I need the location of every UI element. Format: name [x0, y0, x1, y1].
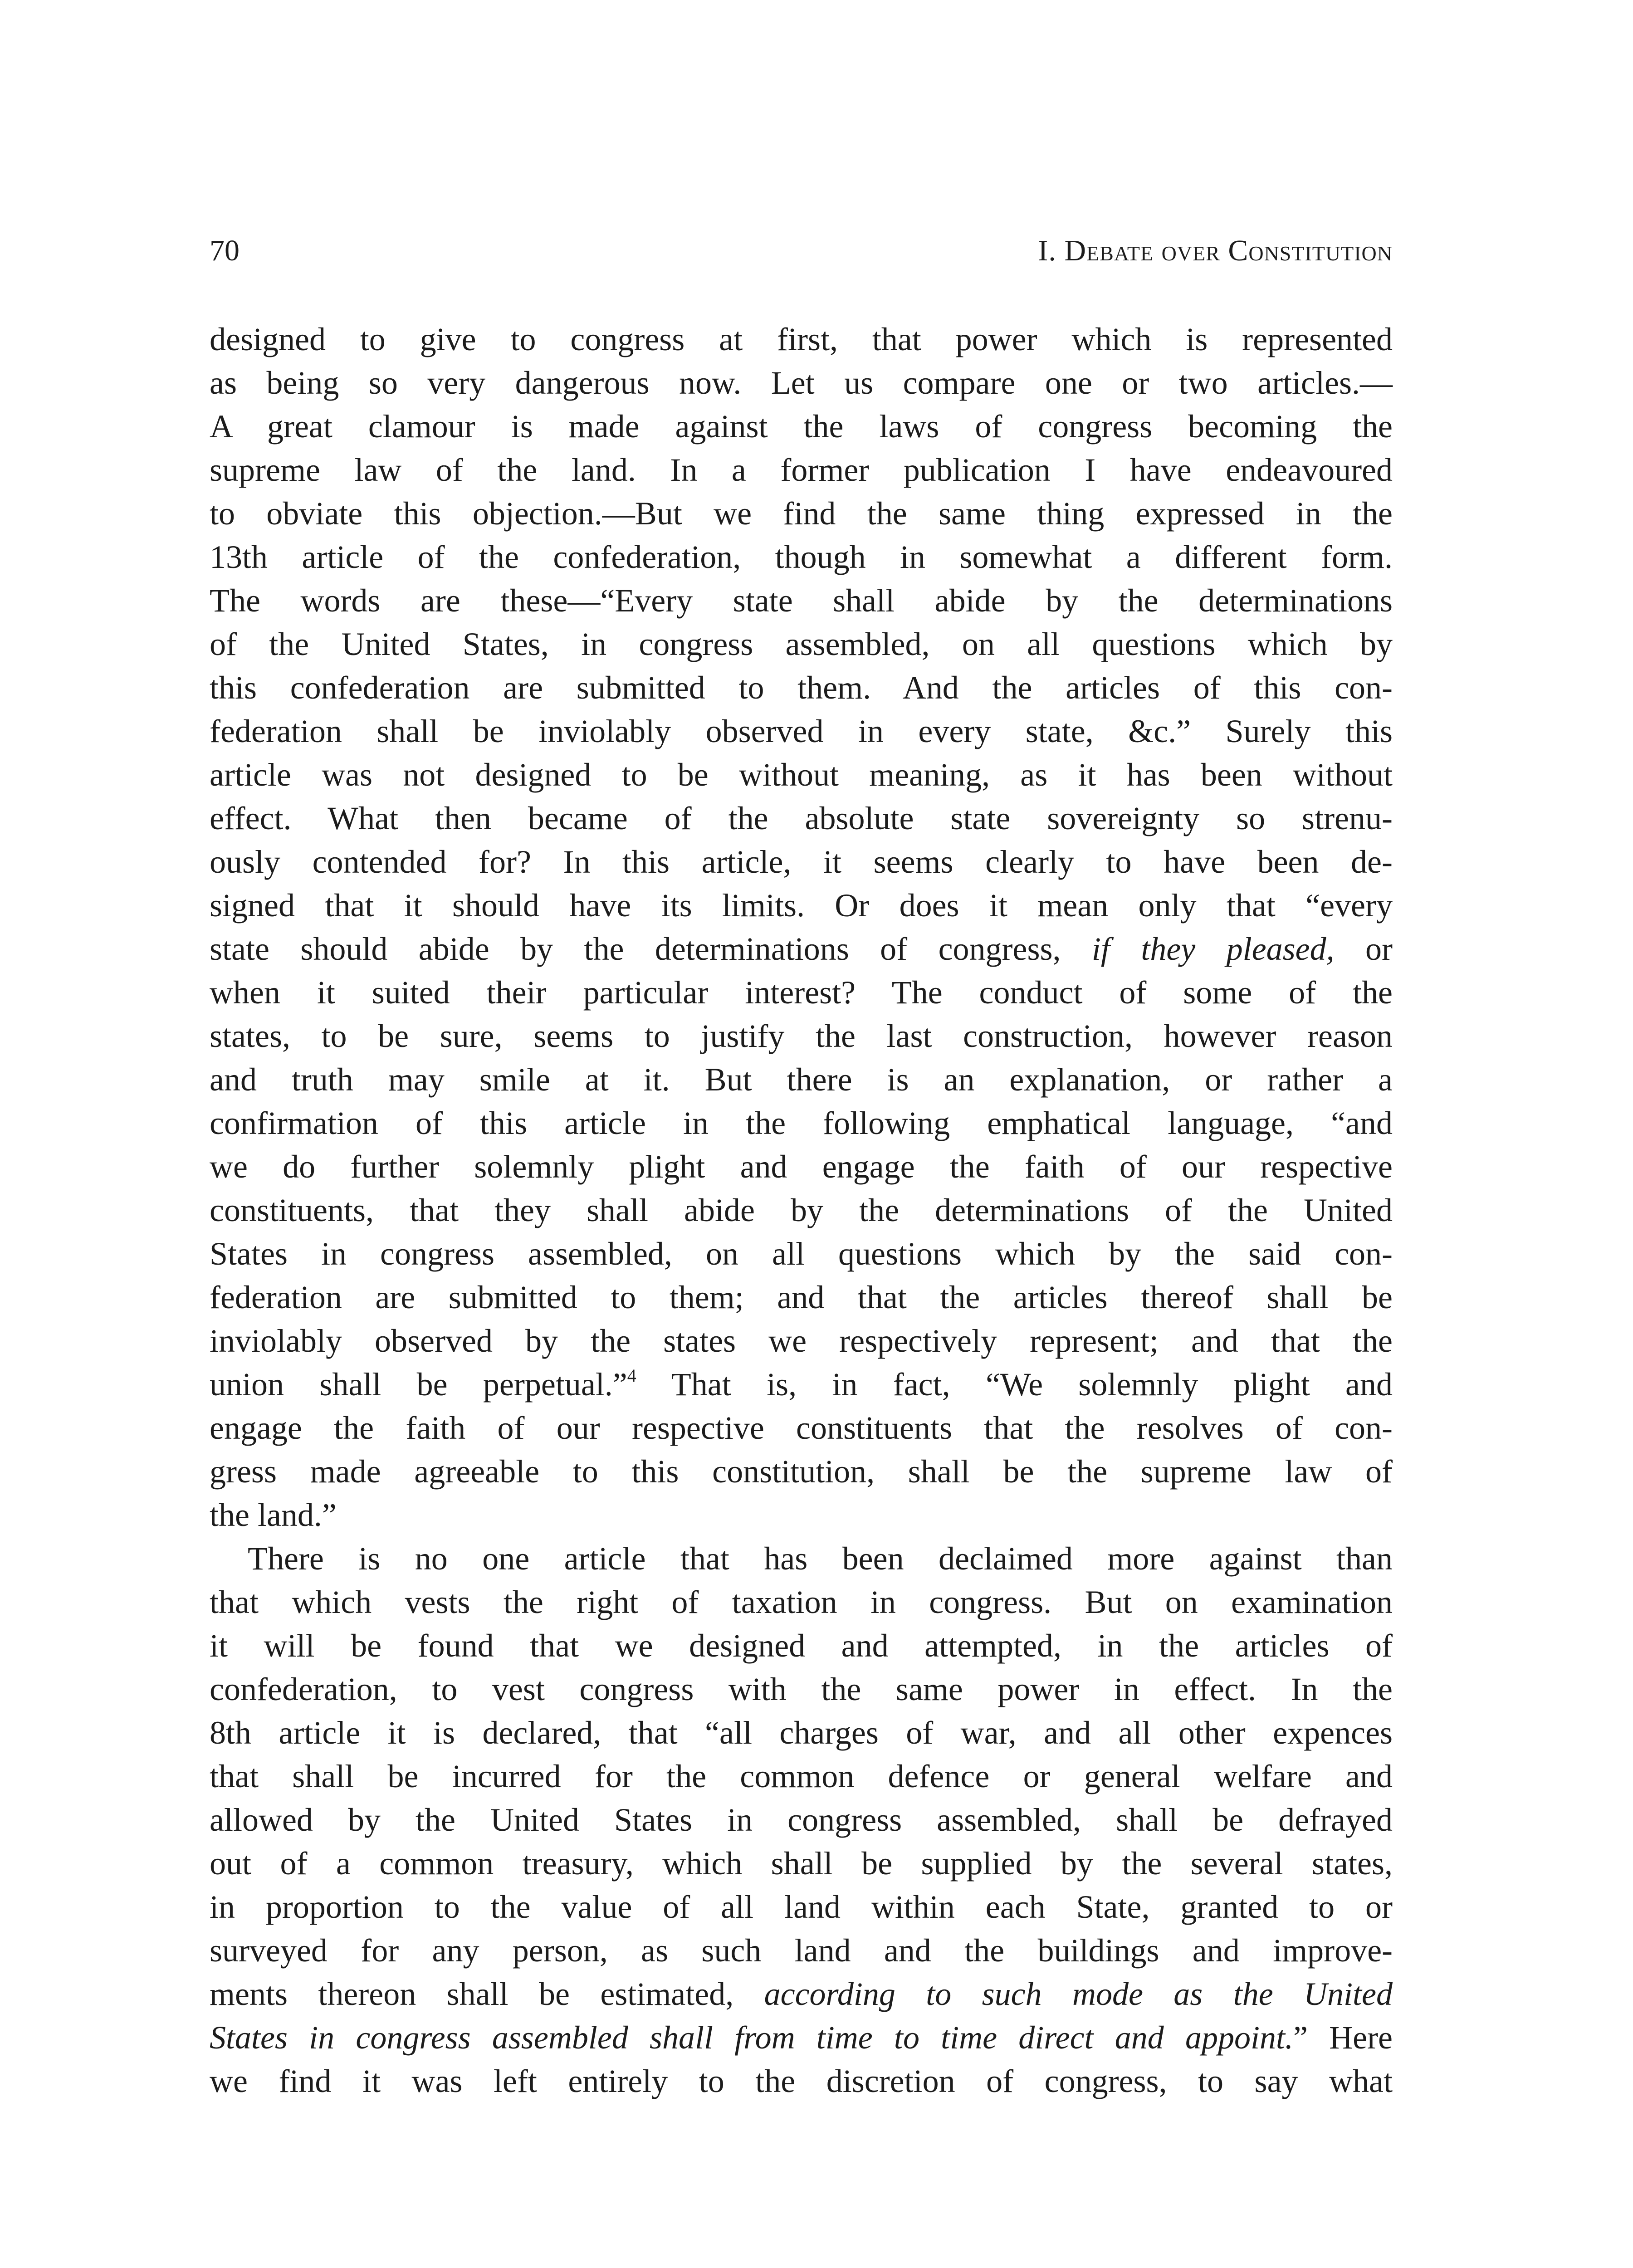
text-line: article was not designed to be without meaning, as it has been without [210, 757, 1393, 793]
text-run: state should abide by the determinations of congress, [210, 931, 1092, 967]
text-line: signed that it should have its limits. Or does it mean only that “every [210, 887, 1393, 924]
running-title: I. Debate over Constitution [1038, 234, 1393, 267]
text-line: 8th article it is declared, that “all charges of war, and all other expences [210, 1715, 1393, 1751]
text-line: ously contended for? In this article, it seems clearly to have been de- [210, 844, 1393, 880]
text-line: to obviate this objection.—But we find the same thing expressed in the [210, 495, 1393, 532]
text-line: we do further solemnly plight and engage the faith of our respective [210, 1149, 1393, 1185]
text-line: this confederation are submitted to them. And the articles of this con- [210, 670, 1393, 706]
italic-phrase: according to such mode as the United [764, 1976, 1393, 2012]
text-line: surveyed for any person, as such land and the buildings and improve- [210, 1932, 1393, 1969]
text-line: constituents, that they shall abide by the determinations of the United [210, 1192, 1393, 1228]
text-line: we find it was left entirely to the discretion of congress, to say what [210, 2063, 1393, 2099]
text-line: supreme law of the land. In a former publication I have endeavoured [210, 452, 1393, 488]
text-line: as being so very dangerous now. Let us compare one or two articles.— [210, 365, 1393, 401]
text-run: ments thereon shall be estimated, [210, 1976, 764, 2012]
text-line: States in congress assembled, on all questions which by the said con- [210, 1236, 1393, 1272]
text-line: 13th article of the confederation, though in somewhat a different form. [210, 539, 1393, 575]
text-line: states, to be sure, seems to justify the last construction, however reason [210, 1018, 1393, 1054]
text-line: gress made agreeable to this constitution, shall be the supreme law of [210, 1453, 1393, 1490]
text-line: of the United States, in congress assembled, on all questions which by [210, 626, 1393, 662]
text-line: The words are these—“Every state shall abide by the determinations [210, 582, 1393, 619]
italic-phrase: if they pleased, [1091, 931, 1335, 967]
running-head [210, 229, 1393, 273]
text-line: inviolably observed by the states we respectively represent; and that the [210, 1323, 1393, 1359]
page-number: 70 [210, 234, 240, 267]
text-line [210, 2016, 1393, 2059]
footnote-marker[interactable]: 4 [627, 1365, 636, 1386]
text-line [210, 1972, 1393, 2016]
text-run: That is, in fact, “We solemnly plight and [636, 1366, 1393, 1403]
text-line: confederation, to vest congress with the same power in effect. In the [210, 1671, 1393, 1707]
text-line: in proportion to the value of all land within each State, granted to or [210, 1889, 1393, 1925]
text-line: it will be found that we designed and attempted, in the articles of [210, 1628, 1393, 1664]
text-line: that shall be incurred for the common defence or general welfare and [210, 1758, 1393, 1794]
text-run: ” Here [1293, 2019, 1393, 2056]
text-line: confirmation of this article in the following emphatical language, “and [210, 1105, 1393, 1141]
text-line: and truth may smile at it. But there is an explanation, or rather a [210, 1061, 1393, 1098]
text-line: designed to give to congress at first, that power which is represented [210, 321, 1393, 357]
text-line: when it suited their particular interest? The conduct of some of the [210, 974, 1393, 1011]
text-line: the land.” [210, 1497, 337, 1533]
text-run: or [1334, 931, 1393, 967]
text-line: effect. What then became of the absolute state sovereignty so strenu- [210, 800, 1393, 836]
text-line: out of a common treasury, which shall be supplied by the several states, [210, 1845, 1393, 1882]
text-run: union shall be perpetual.” [210, 1366, 627, 1403]
body-text [210, 318, 1393, 2103]
paragraph-first-line: There is no one article that has been declaimed more against than [248, 1540, 1393, 1577]
text-line: federation are submitted to them; and that the articles thereof shall be [210, 1279, 1393, 1315]
text-line: A great clamour is made against the laws of congress becoming the [210, 408, 1393, 445]
italic-phrase: States in congress assembled shall from time to time direct and appoint. [210, 2019, 1293, 2056]
text-line: that which vests the right of taxation in congress. But on examination [210, 1584, 1393, 1620]
text-line [210, 927, 1393, 971]
text-line: allowed by the United States in congress assembled, shall be defrayed [210, 1802, 1393, 1838]
text-line: federation shall be inviolably observed in every state, &c.” Surely this [210, 713, 1393, 749]
text-line [210, 1363, 1393, 1406]
text-line: engage the faith of our respective constituents that the resolves of con- [210, 1410, 1393, 1446]
